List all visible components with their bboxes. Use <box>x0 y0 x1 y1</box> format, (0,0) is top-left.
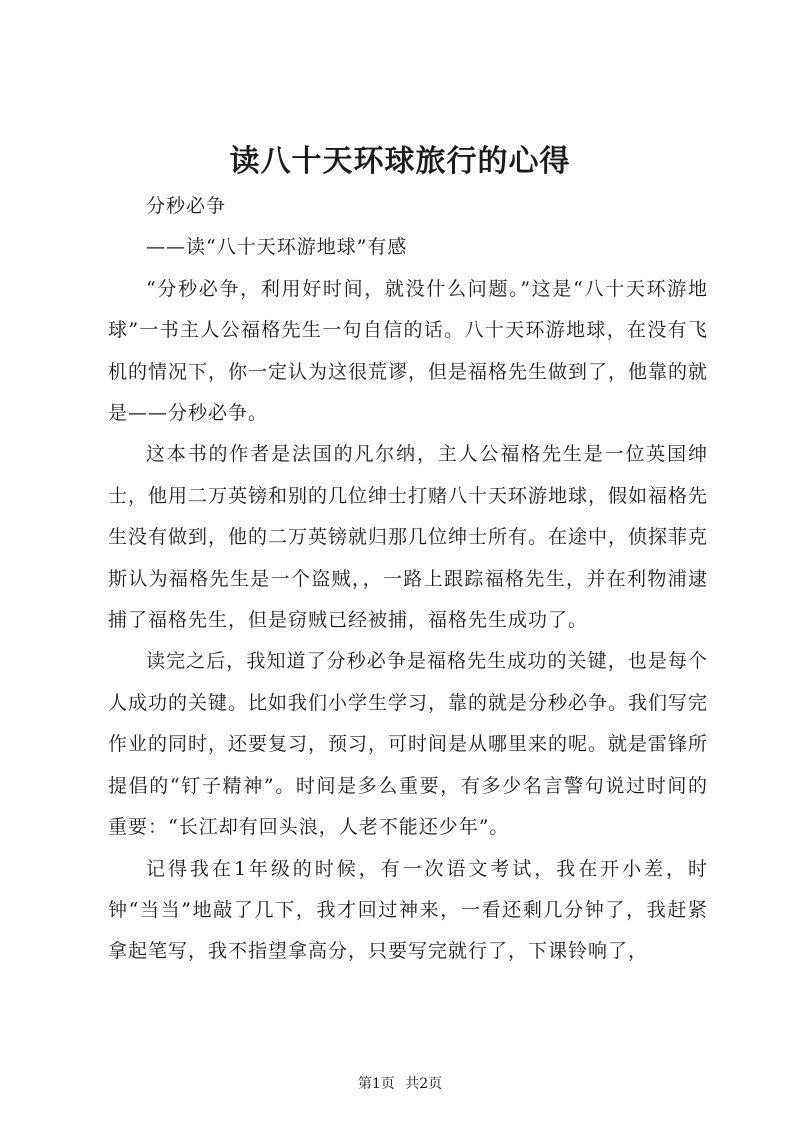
subtitle: 分秒必争 <box>146 195 227 217</box>
page-number: 第1页 <box>357 1076 395 1092</box>
document-body <box>108 186 708 973</box>
page-footer <box>0 1074 800 1094</box>
paragraph-4: 记得我在1年级的时候，有一次语文考试，我在开小差，时钟“当当”地敲了几下，我才回过神来，一看还剩几分钟了，我赶紧拿起笔写，我不指望拿高分，只要写完就行了，下课铃响了， <box>108 857 708 963</box>
document-title: 读八十天环球旅行的心得 <box>229 144 571 179</box>
byline: ——读“八十天环游地球”有感 <box>146 236 408 259</box>
paragraph-2: 这本书的作者是法国的凡尔纳，主人公福格先生是一位英国绅士，他用二万英镑和别的几位绅士打赌八十天环游地球，假如福格先生没有做到，他的二万英镑就归那几位绅士所有。在途中，侦探菲克斯认为福格先生是一个盗贼，，一路上跟踪福格先生，并在利物浦逮捕了福格先生，但是窃贼已经被捕，福格先生成功了。 <box>108 443 709 632</box>
paragraph-3: 读完之后，我知道了分秒必争是福格先生成功的关键，也是每个人成功的关键。比如我们小学生学习，靠的就是分秒必争。我们写完作业的同时，还要复习，预习，可时间是从哪里来的呢。就是雷锋所提倡的“钉子精神”。时间是多么重要，有多少名言警句说过时间的重要：“长江却有回头浪，人老不能还少年”。 <box>108 650 709 839</box>
page-total: 共2页 <box>405 1076 443 1092</box>
paragraph-1: “分秒必争，利用好时间，就没什么问题。”这是“八十天环游地球”一书主人公福格先生一句自信的话。八十天环游地球，在没有飞机的情况下，你一定认为这很荒谬，但是福格先生做到了，他靠的就是——分秒必争。 <box>108 277 709 425</box>
